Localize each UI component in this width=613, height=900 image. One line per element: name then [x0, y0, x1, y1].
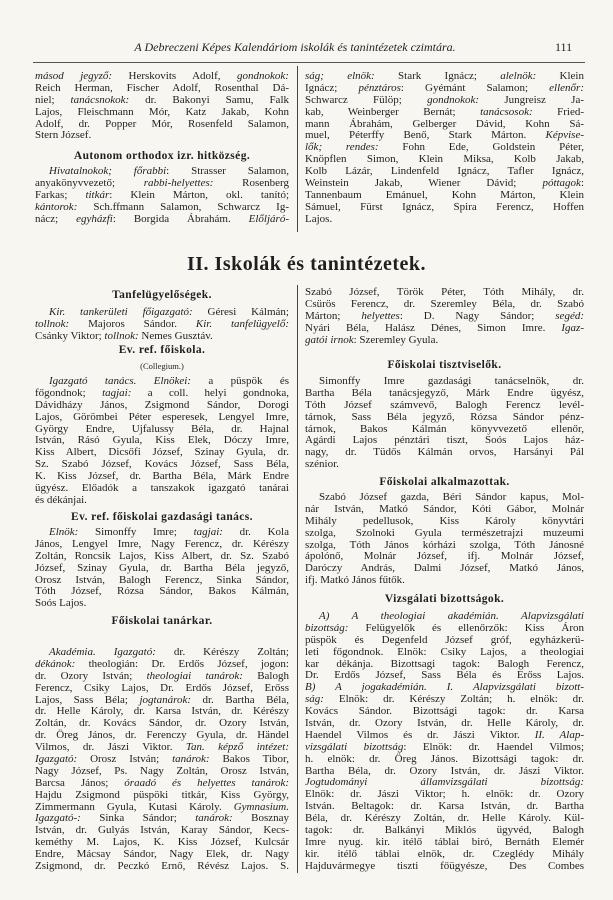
text-segment: : Klein Márton, okl. tanító; — [109, 188, 289, 201]
page-number: 111 — [555, 40, 573, 54]
text-segment: Haendel Vilmos és dr. Jászi Viktor. — [305, 728, 535, 741]
italic-term: Jogtudományi államvizsgálati bizottság: — [305, 776, 584, 789]
text-segment: a coll. helyi gondnoka, — [131, 386, 289, 399]
text-segment: nár István, Matkó Sándor, Kóti Gábor, Molnár — [305, 502, 584, 515]
text-segment: : Borgida Ábrahám. — [112, 212, 249, 225]
text-segment: dr. Öreg János, dr. Ferenczy Gyula, dr. Händel — [35, 729, 289, 742]
column-divider-main — [297, 285, 298, 873]
italic-term: egyházfi — [76, 212, 113, 225]
text-segment: Bartha Béla, dr. Ozory István, dr. Jászi Viktor. — [305, 764, 584, 777]
text-segment: Bakos Tibor, — [209, 753, 289, 766]
text-segment: Kovács Sándor. Bizottsági tagok: dr. Karsa — [305, 705, 584, 718]
paragraph-orthodox — [35, 166, 289, 225]
text-line — [305, 335, 584, 347]
text-segment: leti főgondnok. Elnök: Csiky Lajos, a theologiai — [305, 645, 584, 658]
italic-term: gondnokok: — [237, 70, 289, 82]
text-segment: nagy, dr. Tüdős Kálmán orvos, Harsányi Pál — [305, 446, 584, 459]
header-rule — [33, 62, 585, 63]
paragraph-tanfelugyeloseg — [35, 307, 289, 343]
text-segment: Lajos. — [305, 212, 333, 225]
italic-term: óraadó és helyettes tanárok: — [124, 776, 289, 789]
italic-term: Igazgató tanács. Elnökei: — [49, 375, 192, 387]
text-segment: tárnok, Bakos Kálmán könyvvezető ellenőr, — [305, 422, 584, 435]
paragraph-gazdasagi-tanacs — [35, 527, 289, 610]
italic-term: tagjai: — [102, 386, 132, 399]
text-segment: dr. Ozory István; — [35, 669, 147, 682]
text-segment: Elnök: dr. Kérészy Zoltán; h. elnök: dr. — [323, 693, 584, 706]
text-segment: Sinka Sándor; — [80, 812, 196, 825]
text-segment: ügyész. Előadók a tanszakok igazgató tanárai — [35, 482, 289, 495]
paragraph-alkalmazottak — [305, 492, 584, 587]
text-segment: h. elnök: dr. Öreg János. Bizottsági tagok: dr. — [305, 752, 584, 765]
italic-term: dékánok: — [35, 657, 76, 670]
text-segment: püspök és Degenfeld József gróf, egyházkerü- — [305, 633, 584, 646]
text-segment: Orosz István; — [77, 753, 173, 766]
italic-term: Hivatalnokok; főrabbi — [49, 165, 167, 177]
italic-term: tollnok: — [104, 329, 139, 342]
text-segment: ápolónő, Molnár József, ifj. Molnár József, — [305, 550, 584, 563]
italic-term: theologiai tanárok: — [146, 669, 243, 682]
italic-term: Kir. tanfelügyelő: — [195, 317, 289, 330]
text-segment: Hajduvármegye tiszti főügyésze, Des Combes — [305, 859, 584, 872]
text-segment: Simonffy Imre; — [78, 526, 194, 538]
italic-term: alelnök: — [500, 70, 537, 82]
text-segment: Simonffy Imre gazdasági tanácselnök, dr. — [319, 375, 584, 387]
text-segment: Bartha Béla tanácsjegyző, Márk Endre ügyész, — [305, 386, 584, 399]
italic-term: kántorok: — [35, 200, 78, 213]
italic-term: gatói irnok — [305, 333, 354, 346]
text-segment: kir. itélő táblai elnök, dr. Czeglédy Mihály — [305, 847, 584, 860]
text-segment: tagok: dr. Balkányi Miklós ügyvéd, Balogh — [305, 824, 584, 837]
text-segment: Jungreisz Ja- — [479, 93, 585, 106]
italic-term: bizottság: — [305, 621, 349, 634]
text-segment: Endre, Mácsay Sándor, Nagy Elek, dr. Nagy — [35, 848, 289, 861]
text-segment: : Gyémánt Salamon; — [400, 81, 550, 94]
text-segment: Fried- — [532, 105, 584, 118]
italic-term: póttagok — [542, 177, 581, 190]
text-segment: Stark Ignácz; — [374, 70, 501, 82]
text-line — [305, 575, 584, 587]
text-line — [35, 214, 289, 226]
paragraph-tanarkar — [35, 647, 289, 873]
italic-term: vizsgálati bizottság — [305, 740, 404, 753]
text-segment: Zoltán, Roncsik Lajos, Kiss Albert, dr. Sz. Szabó — [35, 549, 289, 562]
section-heading-tanarkar: Főiskolai tanárkar. — [111, 615, 213, 627]
italic-term: tanácsnokok: — [70, 93, 130, 106]
text-segment: : D. Nagy Sándor; — [399, 309, 556, 322]
section-heading-alkalmazottak: Főiskolai alkalmazottak. — [379, 476, 510, 488]
text-segment: a püspök és — [191, 375, 290, 387]
text-segment: dr. Helle Károly, dr. Karsa István, dr. Kérészy — [35, 705, 289, 718]
text-line — [35, 130, 289, 142]
text-segment: Agárdi Lajos pénztári tiszt, Soós Lajos ház- — [305, 434, 584, 447]
text-segment: Weinstein Jakab, Wiener Dávid; — [305, 177, 543, 190]
text-segment: dr. Kérészy Zoltán; — [155, 646, 289, 658]
text-line — [305, 459, 584, 471]
text-segment: muel, Péterffy Benő, Stark Márton. — [305, 129, 546, 142]
text-segment: Herskovits Adolf, — [112, 70, 238, 82]
section-heading-tanfelugyeloseg: Tanfelügyelőségek. — [112, 289, 212, 301]
text-segment: : — [580, 177, 584, 190]
italic-term: rabbi-helyettes: — [143, 176, 214, 189]
column-divider-top — [297, 66, 298, 232]
text-segment: Nagy József, Ps. Nagy Zoltán, Orosz István, — [35, 764, 289, 777]
text-segment: tárnok, Sass Béla jegyző, Rózsa Sándor pénz- — [305, 410, 584, 423]
italic-term: tollnok: — [35, 317, 70, 330]
text-segment: Lajos, Fleischmann Mór, Katz Jakab, Kohn — [35, 105, 289, 118]
text-segment: Imre nyug. kir. itélő táblai biró, Bernáth Elemér — [305, 835, 584, 848]
text-segment: Stern József. — [35, 129, 92, 142]
text-segment: szolga, Szolnoki Gyula természetrajzi muzeumi — [305, 526, 584, 539]
text-segment: Tannenbaum Emánuel, Kohn Márton, Klein — [305, 188, 584, 201]
italic-term: pénztáros — [358, 81, 401, 94]
italic-term: titkár — [85, 188, 110, 201]
text-segment: Daróczy András, Dalmi József, Matkó János, — [305, 562, 584, 575]
text-segment: Mihály pedellusok, Kiss Károly könyvtári — [305, 514, 584, 527]
section-heading-tisztviselok: Főiskolai tisztviselők. — [387, 359, 502, 371]
text-line — [35, 331, 289, 343]
text-segment: : Elnök: dr. Haendel Vilmos; — [403, 740, 584, 753]
text-segment: anyakönyvvezető; — [35, 176, 144, 189]
text-segment: dr. Bakonyi Samu, Falk — [129, 93, 289, 106]
text-segment: Rosenberg — [213, 176, 289, 189]
text-segment: Balogh — [242, 669, 289, 682]
text-segment: Nyári Béla, Halász Dénes, Simon Imre. — [305, 321, 562, 334]
text-segment: dr. Kola — [222, 526, 289, 538]
text-segment: és dékánjai. — [35, 493, 87, 506]
text-segment: theologián: Dr. Erdős József, jogon: — [75, 657, 289, 670]
text-segment: István, Rásó Gyula, Kiss Elek, Dóczy Imre, — [35, 434, 289, 447]
italic-term: ság: — [305, 693, 324, 706]
text-line — [305, 447, 584, 459]
text-segment: Bosznay — [232, 812, 289, 825]
text-segment: Sámuel, Fürst Ignácz, Spira Ferencz, Hoffen — [305, 200, 584, 213]
text-segment: Tóth József, Rózsa Sándor, Bakos Kálmán, — [35, 585, 289, 598]
italic-term: Igazgató: — [35, 753, 78, 766]
text-segment: János, Lengyel Imre, Nagy Ferencz, dr. Kérészy — [35, 537, 289, 550]
text-segment: Ignácz; — [305, 81, 359, 94]
paragraph-foiskola — [35, 376, 289, 507]
text-segment: kar dékánja. Bizottsagi tagok: Balogh Ferencz, — [305, 657, 584, 670]
section-heading-gazdasagi-tanacs: Ev. ref. főiskolai gazdasági tanács. — [71, 511, 253, 523]
paragraph-tisztviselok — [305, 376, 584, 471]
section-heading-vizsgalati-bizottsagok: Vizsgálati bizottságok. — [384, 593, 505, 605]
text-segment: : Strasser Salamon, — [166, 165, 289, 177]
text-segment: György Endre, Ujfalussy Béla, dr. Hajnal — [35, 422, 289, 435]
text-segment: Barcsa János; — [35, 776, 125, 789]
text-segment: Knöpflen Simon, Klein Miksa, Kolb Jakab, — [305, 153, 584, 166]
italic-term: II. Alap- — [534, 728, 584, 741]
text-segment: mann Ábrahám, Gelberger Dávid, Kohn Sá- — [305, 117, 584, 130]
text-line — [35, 495, 289, 507]
text-segment: István, dr. Gulyás István, Karay Sándor, Kecs- — [35, 824, 289, 837]
text-segment: István, dr. Ozory István, dr. Helle Károly, dr. — [305, 717, 584, 730]
italic-term: Igaz- — [561, 321, 584, 334]
text-segment: K. Kiss József, dr. Bartha Béla, Márk Endre — [35, 470, 289, 483]
italic-term: másod jegyző: — [35, 70, 113, 82]
paragraph-vizsgalati-bizottsagok — [305, 611, 584, 873]
text-segment: Dávidházy János, Zsigmond Sándor, Dorogi — [35, 398, 289, 411]
text-segment: József, Szinay Gyula, dr. Bartha Béla jegyző, — [35, 561, 289, 574]
italic-term: Gymnasium. — [233, 800, 289, 813]
text-segment: Sz. Szabó József, Kovács József, Sass Béla, — [35, 458, 289, 471]
italic-term: ellenőr: — [549, 81, 584, 94]
text-segment: dr. Bartha Béla, — [190, 693, 289, 706]
text-segment: Géresi Kálmán; — [192, 306, 289, 318]
text-segment: keméthy M. Lajos, K. Kiss József, Kulcsár — [35, 836, 289, 849]
text-segment: Hajdu Zsigmond püspöki titkár, Kiss György, — [35, 788, 289, 801]
paragraph-tanarkar-continued — [305, 287, 584, 346]
text-segment: Reich Herman, Fischer Adolf, Rosenthal Dá- — [35, 81, 289, 94]
italic-term: Akadémia. Igazgató: — [49, 646, 156, 658]
text-segment: Nemes Gusztáv. — [138, 329, 213, 342]
text-segment: kab, Weinberger Bernát; — [305, 105, 481, 118]
italic-term: A) A theologiai akadémián. Alapvizsgálati — [319, 610, 584, 622]
italic-term: Képvise- — [545, 129, 584, 142]
text-segment: Kolb Lázár, Lindenfeld Ignácz, Tafler Ignácz, — [305, 165, 584, 178]
text-segment: Elnök: dr. Jászi Viktor; h. elnök: dr. Ozory — [305, 788, 584, 801]
italic-term: Kir. tankerületi főigazgató: — [49, 306, 193, 318]
italic-term: helyettes — [361, 309, 400, 322]
text-segment: Felügyelők és ellenőrzők: Kiss Áron — [348, 621, 584, 634]
italic-term: lők; rendes: — [305, 141, 379, 154]
text-line — [35, 861, 289, 873]
text-segment: Márton; — [305, 309, 362, 322]
text-segment: Adolf, dr. Popper Mór, Rosenfeld Salamon, — [35, 117, 289, 130]
text-segment: Ferencz, Csiky Lajos, Dr. Erdős József, Erőss — [35, 681, 289, 694]
text-segment: : Szeremley Gyula. — [353, 333, 439, 346]
italic-term: Tan. képző intézet: — [185, 741, 289, 754]
italic-term: B) A jogakadémián. I. Alapvizsgálati bizott- — [305, 681, 584, 694]
text-segment: Szabó József gazda, Béri Sándor kapus, Mol- — [319, 491, 584, 503]
text-segment: Soós Lajos. — [35, 597, 87, 610]
text-segment: Farkas; — [35, 188, 86, 201]
italic-term: Igazgató-: — [35, 812, 81, 825]
italic-term: ság; elnök: — [305, 70, 375, 82]
section-heading-orthodox: Autonom orthodox izr. hitközség. — [73, 150, 251, 162]
italic-term: tanárok: — [172, 753, 210, 766]
text-segment: Tóth József számvevő, Balogh Ferencz levél- — [305, 398, 584, 411]
italic-term: segéd: — [555, 309, 584, 322]
text-segment: szolga, Tóth János kórházi szolga, Tóth Jánosné — [305, 538, 584, 551]
text-segment: István. Beltagok: dr. Karsa István, dr. Bartha — [305, 800, 584, 813]
italic-term: gondnokok: — [427, 93, 480, 106]
italic-term: Elnök: — [49, 526, 79, 538]
italic-term: tanárok: — [195, 812, 233, 825]
running-header: A Debreczeni Képes Kalendáriom iskolák és tanintézetek czimtára. — [134, 40, 456, 54]
text-segment: Orosz István, Balogh Ferencz, Sinka Sándor, — [35, 573, 289, 586]
text-segment: Szabó József, Török Péter, Tóth Mihály, dr. — [305, 286, 584, 298]
italic-term: jogtanárok: — [139, 693, 191, 706]
text-segment: Schwarcz Fülöp; — [305, 93, 428, 106]
text-segment: szénior. — [305, 458, 339, 471]
text-segment: niel; — [35, 93, 71, 106]
text-segment: Csürös Ferencz, dr. Szeremley Béla, dr. Szabó — [305, 297, 584, 310]
italic-term: tagjai: — [193, 526, 223, 538]
text-segment: Csánky Viktor; — [35, 329, 105, 342]
paragraph-izr-hitkozseg-continued — [35, 71, 289, 142]
text-segment: Klein — [536, 70, 584, 82]
italic-term: tanácsosok: — [480, 105, 533, 118]
text-segment: Zimmermann Gyula, Kutasi Károly. — [35, 800, 234, 813]
text-segment: Kiss Albert, Dicsőfi József, Szinay Gyula, dr. — [35, 446, 289, 459]
text-segment: Sch.ffmann Salamon, Schwarcz Ig- — [77, 200, 289, 213]
text-segment: Lajos, Görömbei Péter esperesek, Lengyel Imre, — [35, 410, 289, 423]
text-segment: ifj. Matkó János fűtők. — [305, 574, 405, 587]
paragraph-orthodox-continued — [305, 71, 584, 226]
section-subheading-collegium: (Collegium.) — [140, 361, 184, 371]
text-line — [35, 598, 289, 610]
text-segment: nácz; — [35, 212, 77, 225]
chapter-title: II. Iskolák és tanintézetek. — [186, 253, 426, 275]
text-segment: főgondnok; — [35, 386, 103, 399]
text-segment: Fohn Ede, Goldstein Péter, — [378, 141, 584, 154]
text-segment: Béla, dr. Kérészy Zoltán, dr. Helle Károly. Kül- — [305, 812, 584, 825]
text-segment: Zsigmond, dr. Peczkó Ernő, Révész Lajos. S. — [35, 860, 289, 873]
text-line — [305, 861, 584, 873]
text-line — [305, 202, 584, 214]
text-segment: Vilmos, dr. Jászi Viktor. — [35, 741, 186, 754]
section-heading-foiskola: Ev. ref. főiskola. — [118, 344, 206, 356]
text-line — [305, 214, 584, 226]
italic-term: Előljáró- — [248, 212, 289, 225]
text-segment: Majoros Sándor. — [69, 317, 196, 330]
text-segment: Zoltán, dr. Kovács Sándor, dr. Ozory István, — [35, 717, 289, 730]
text-segment: Dr. Erdős József, Sass Béla és Erőss Lajos. — [305, 669, 584, 682]
text-segment: Lajos, Sass Béla; — [35, 693, 140, 706]
